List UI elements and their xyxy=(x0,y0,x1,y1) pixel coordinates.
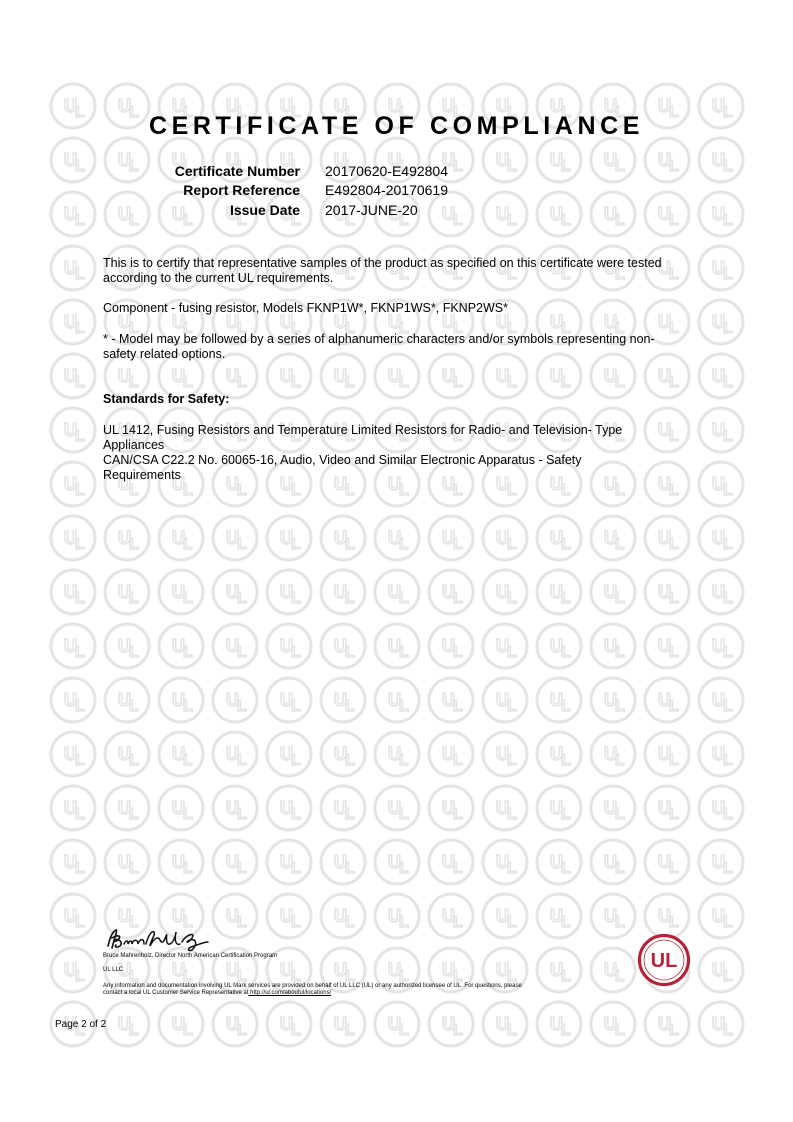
standards-heading: Standards for Safety: xyxy=(103,392,230,406)
ul-logo-icon xyxy=(637,933,691,987)
component-description: Component - fusing resistor, Models FKNP1W*, FKNP1WS*, FKNP2WS* xyxy=(103,301,508,315)
issue-date-label: Issue Date xyxy=(229,202,300,218)
certification-statement xyxy=(103,256,703,286)
certification-statement-line-2: according to the current UL requirements. xyxy=(103,271,334,285)
issue-date-row xyxy=(0,202,793,220)
report-reference-label: Report Reference xyxy=(183,182,300,198)
certificate-number-value: 20170620-E492804 xyxy=(325,163,449,179)
model-note xyxy=(103,332,703,362)
ul-logo-text: UL xyxy=(650,950,678,972)
issue-date-value: 2017-JUNE-20 xyxy=(325,202,418,218)
standard-line-2: Appliances xyxy=(103,438,165,452)
model-note-line-1: * - Model may be followed by a series of alphanumeric characters and/or symbols representing non- xyxy=(103,332,655,346)
page-number: Page 2 of 2 xyxy=(55,1019,107,1030)
ul-locations-link[interactable]: http://ul.com/aboutul/locations/ xyxy=(248,990,332,996)
standards-list xyxy=(103,423,703,483)
certificate-number-label: Certificate Number xyxy=(174,163,300,179)
standard-line-1: UL 1412, Fusing Resistors and Temperature Limited Resistors for Radio- and Television- Type xyxy=(103,423,623,437)
disclaimer-line-2-text: contact a local UL Customer Service Representative at xyxy=(103,990,249,996)
company-name: UL LLC xyxy=(103,967,124,973)
signatory-name: Bruce Mahrenholz, Director North American Certification Program xyxy=(103,953,278,959)
disclaimer-line-2 xyxy=(103,990,331,997)
signature-icon xyxy=(104,926,214,952)
standard-line-4: Requirements xyxy=(103,468,181,482)
standard-line-3: CAN/CSA C22.2 No. 60065-16, Audio, Video and Similar Electronic Apparatus - Safety xyxy=(103,453,582,467)
report-reference-row xyxy=(0,182,793,200)
report-reference-value: E492804-20170619 xyxy=(325,182,449,198)
certificate-title: CERTIFICATE OF COMPLIANCE xyxy=(148,112,645,140)
disclaimer-line-1: Any information and documentation involving UL Mark services are provided on behalf of UL LLC (UL) or any authorized licensee of UL. For questions, please xyxy=(103,983,522,989)
model-note-line-2: safety related options. xyxy=(103,347,226,361)
certificate-number-row xyxy=(0,163,793,181)
certification-statement-line-1: This is to certify that representative samples of the product as specified on this certificate were tested xyxy=(103,256,662,270)
